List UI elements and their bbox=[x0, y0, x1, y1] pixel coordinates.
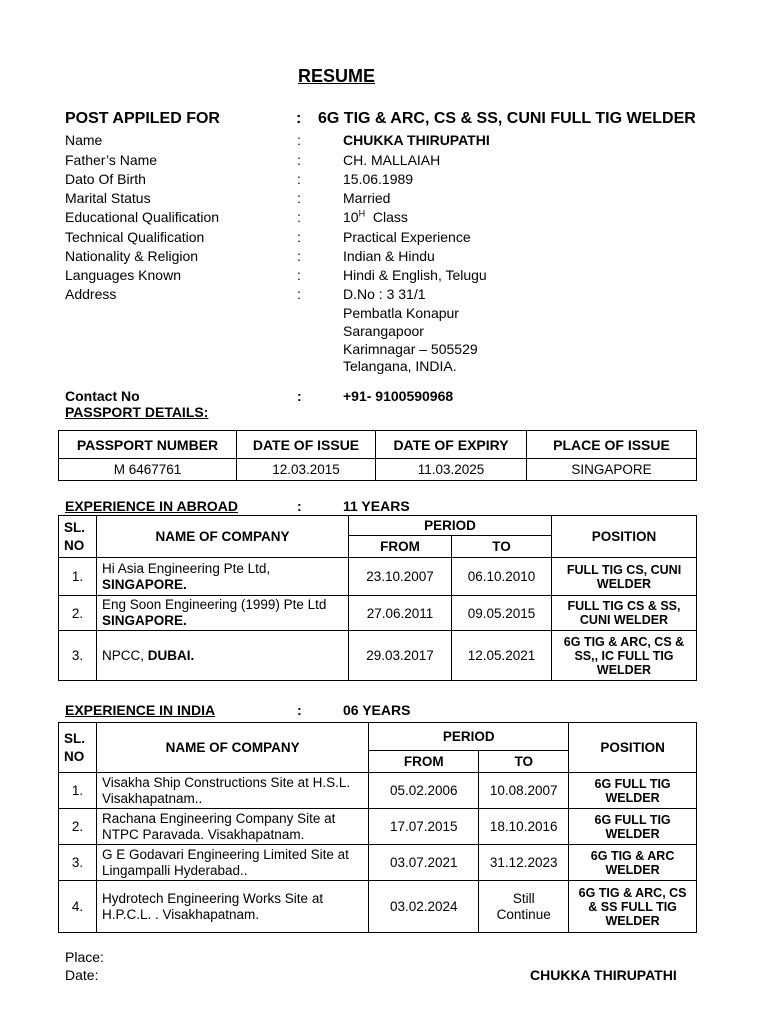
table-cell: 6G TIG & ARC, CS & SS FULL TIG WELDER bbox=[569, 881, 697, 933]
table-cell: 6G FULL TIG WELDER bbox=[569, 809, 697, 845]
table-cell: 29.03.2017 bbox=[349, 631, 452, 681]
table-cell: 05.02.2006 bbox=[369, 773, 479, 809]
table-cell: 2. bbox=[59, 596, 97, 631]
post-applied-colon: : bbox=[296, 110, 302, 127]
footer-signature: CHUKKA THIRUPATHI bbox=[530, 967, 677, 983]
table-cell: G E Godavari Engineering Limited Site at Lingampalli Hyderabad.. bbox=[96, 845, 368, 881]
table-cell: 12.05.2021 bbox=[452, 631, 552, 681]
table-cell: FULL TIG CS, CUNI WELDER bbox=[552, 558, 697, 596]
table-header: PERIOD bbox=[349, 516, 552, 536]
table-header: TO bbox=[452, 536, 552, 558]
table-row bbox=[59, 459, 697, 481]
abroad-heading: EXPERIENCE IN ABROAD : 11 YEARS bbox=[65, 498, 410, 514]
passport-table bbox=[58, 430, 697, 481]
table-row bbox=[59, 845, 697, 881]
info-label: Languages Known bbox=[65, 267, 181, 283]
table-header: SL. NO bbox=[59, 516, 97, 558]
info-label: Dato Of Birth bbox=[65, 171, 146, 187]
info-value: Indian & Hindu bbox=[343, 248, 435, 264]
info-colon: : bbox=[297, 209, 301, 225]
passport-heading: PASSPORT DETAILS: bbox=[65, 404, 209, 420]
address-line: Sarangapoor bbox=[343, 323, 424, 339]
table-cell: 03.02.2024 bbox=[369, 881, 479, 933]
info-label: Nationality & Religion bbox=[65, 248, 199, 264]
table-cell: M 6467761 bbox=[59, 459, 237, 481]
info-label: Marital Status bbox=[65, 190, 151, 206]
info-label: Name bbox=[65, 132, 103, 148]
address-line: Telangana, INDIA. bbox=[343, 358, 457, 374]
info-colon: : bbox=[297, 171, 301, 187]
info-value: CH. MALLAIAH bbox=[343, 152, 441, 168]
table-header: POSITION bbox=[552, 516, 697, 558]
info-label: Technical Qualification bbox=[65, 229, 205, 245]
table-cell: Still Continue bbox=[479, 881, 569, 933]
table-cell: 23.10.2007 bbox=[349, 558, 452, 596]
table-cell: 06.10.2010 bbox=[452, 558, 552, 596]
table-cell: 2. bbox=[59, 809, 97, 845]
info-value: Hindi & English, Telugu bbox=[343, 267, 487, 283]
info-value: CHUKKA THIRUPATHI bbox=[343, 132, 490, 148]
post-applied-value: 6G TIG & ARC, CS & SS, CUNI FULL TIG WELDER bbox=[318, 110, 696, 127]
table-cell: 12.03.2015 bbox=[237, 459, 376, 481]
table-cell: Hydrotech Engineering Works Site at H.P.C.L. . Visakhapatnam. bbox=[96, 881, 368, 933]
table-row bbox=[59, 558, 697, 596]
table-header: TO bbox=[479, 751, 569, 773]
info-value: Married bbox=[343, 190, 391, 206]
post-applied-label: POST APPILED FOR bbox=[65, 110, 220, 127]
table-cell: Hi Asia Engineering Pte Ltd, SINGAPORE. bbox=[97, 558, 349, 596]
table-cell: SINGAPORE bbox=[527, 459, 697, 481]
table-header: DATE OF EXPIRY bbox=[376, 431, 527, 459]
table-cell: 6G FULL TIG WELDER bbox=[569, 773, 697, 809]
table-cell: Eng Soon Engineering (1999) Pte Ltd SINGAPORE. bbox=[97, 596, 349, 631]
address-line: Karimnagar – 505529 bbox=[343, 341, 478, 357]
table-header: PASSPORT NUMBER bbox=[59, 431, 237, 459]
info-colon: : bbox=[297, 132, 301, 148]
table-cell: 17.07.2015 bbox=[369, 809, 479, 845]
india-heading: EXPERIENCE IN INDIA : 06 YEARS bbox=[65, 702, 411, 718]
table-row bbox=[59, 773, 697, 809]
table-cell: 1. bbox=[59, 558, 97, 596]
table-cell: 31.12.2023 bbox=[479, 845, 569, 881]
footer-date: Date: bbox=[65, 967, 99, 983]
india-table bbox=[58, 722, 697, 933]
table-cell: FULL TIG CS & SS, CUNI WELDER bbox=[552, 596, 697, 631]
table-header: SL. NO bbox=[59, 723, 97, 773]
info-label: Contact No bbox=[65, 388, 140, 404]
info-value: $10^H$ Class bbox=[343, 208, 408, 225]
info-value: Practical Experience bbox=[343, 229, 471, 245]
info-value: +91- 9100590968 bbox=[343, 388, 454, 404]
table-cell: 03.07.2021 bbox=[369, 845, 479, 881]
info-value: 15.06.1989 bbox=[343, 171, 414, 187]
table-cell: 4. bbox=[59, 881, 97, 933]
info-colon: : bbox=[297, 152, 301, 168]
abroad-table bbox=[58, 515, 697, 681]
table-row bbox=[59, 809, 697, 845]
table-cell: 6G TIG & ARC, CS & SS,, IC FULL TIG WELDER bbox=[552, 631, 697, 681]
table-row bbox=[59, 631, 697, 681]
info-colon: : bbox=[297, 286, 301, 302]
table-cell: Rachana Engineering Company Site at NTPC Paravada. Visakhapatnam. bbox=[96, 809, 368, 845]
info-value: D.No : 3 31/1 bbox=[343, 286, 426, 302]
info-label: Father’s Name bbox=[65, 152, 158, 168]
table-cell: 27.06.2011 bbox=[349, 596, 452, 631]
table-header: PLACE OF ISSUE bbox=[527, 431, 697, 459]
info-label: Address bbox=[65, 286, 117, 302]
table-header: POSITION bbox=[569, 723, 697, 773]
footer-place: Place: bbox=[65, 949, 104, 965]
info-colon: : bbox=[297, 229, 301, 245]
table-cell: 18.10.2016 bbox=[479, 809, 569, 845]
info-colon: : bbox=[297, 267, 301, 283]
table-cell: 1. bbox=[59, 773, 97, 809]
table-header: FROM bbox=[369, 751, 479, 773]
table-cell: Visakha Ship Constructions Site at H.S.L. Visakhapatnam.. bbox=[96, 773, 368, 809]
table-header: FROM bbox=[349, 536, 452, 558]
table-row bbox=[59, 881, 697, 933]
resume-title: RESUME bbox=[298, 66, 376, 86]
table-cell: 09.05.2015 bbox=[452, 596, 552, 631]
table-header: NAME OF COMPANY bbox=[97, 516, 349, 558]
table-cell: 10.08.2007 bbox=[479, 773, 569, 809]
table-header: PERIOD bbox=[369, 723, 569, 751]
table-cell: NPCC, DUBAI. bbox=[97, 631, 349, 681]
info-colon: : bbox=[297, 248, 301, 264]
table-header: DATE OF ISSUE bbox=[237, 431, 376, 459]
table-row bbox=[59, 596, 697, 631]
table-cell: 3. bbox=[59, 845, 97, 881]
table-cell: 3. bbox=[59, 631, 97, 681]
info-label: Educational Qualification bbox=[65, 209, 220, 225]
info-colon: : bbox=[297, 190, 301, 206]
table-header: NAME OF COMPANY bbox=[96, 723, 368, 773]
table-cell: 11.03.2025 bbox=[376, 459, 527, 481]
address-line: Pembatla Konapur bbox=[343, 305, 459, 321]
info-colon: : bbox=[297, 388, 302, 404]
table-cell: 6G TIG & ARC WELDER bbox=[569, 845, 697, 881]
